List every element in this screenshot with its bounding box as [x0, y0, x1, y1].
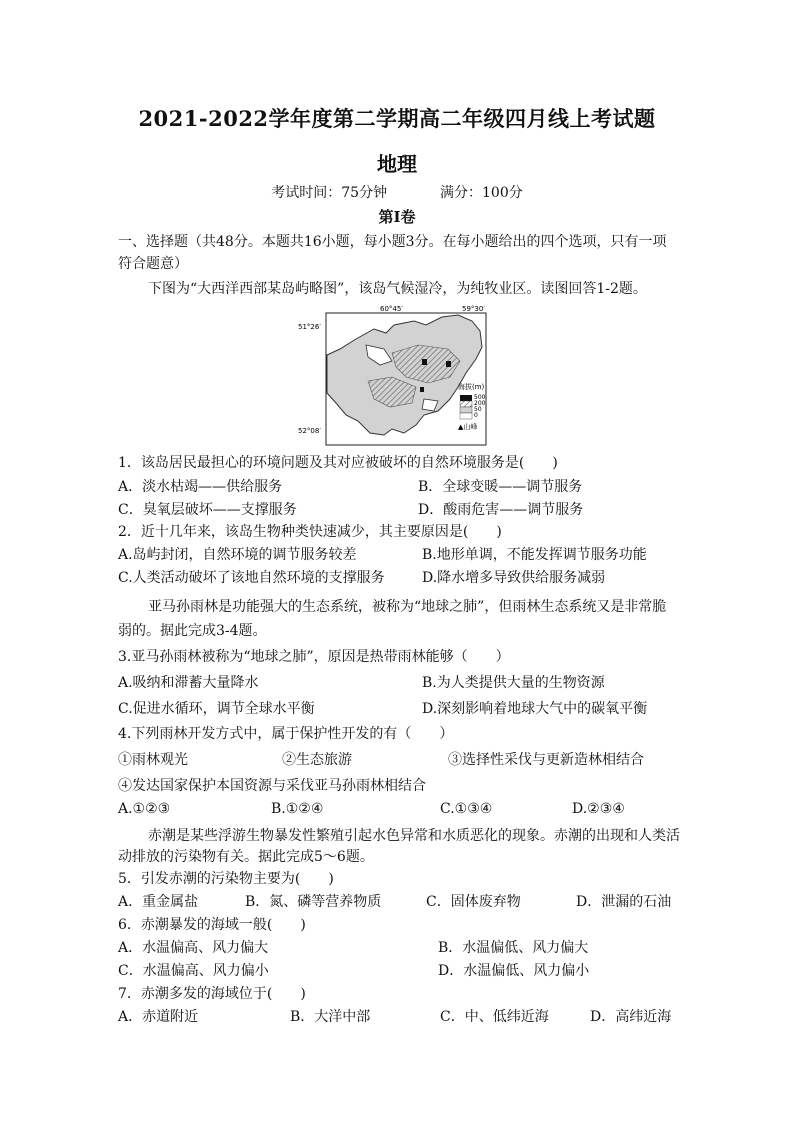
- full-score: 满分：100分: [440, 185, 523, 201]
- peak-marker: [420, 387, 424, 392]
- q4-item-4: ④发达国家保护本国资源与采伐亚马孙雨林相结合: [118, 778, 426, 794]
- q1-option-a[interactable]: A．淡水枯竭——供给服务: [118, 479, 283, 495]
- q1-option-b[interactable]: B．全球变暖——调节服务: [418, 479, 583, 495]
- material-intro: 下图为“大西洋西部某岛屿略图”，该岛气候湿冷，为纯牧业区。读图回答1-2题。: [148, 281, 647, 297]
- q1-option-d[interactable]: D．酸雨危害——调节服务: [418, 502, 584, 518]
- q5-option-a[interactable]: A．重金属盐: [118, 894, 199, 910]
- q5-option-b[interactable]: B．氮、磷等营养物质: [245, 894, 382, 910]
- peak-marker: [446, 361, 451, 367]
- q3-option-b[interactable]: B.为人类提供大量的生物资源: [422, 675, 605, 691]
- q5-option-d[interactable]: D．泄漏的石油: [576, 894, 672, 910]
- q2-option-c[interactable]: C.人类活动破坏了该地自然环境的支撑服务: [118, 570, 385, 586]
- lat-top-label: 51°26′: [298, 323, 321, 331]
- q6-option-b[interactable]: B．水温偏低、风力偏大: [438, 940, 589, 956]
- exam-time: 考试时间：75分钟: [271, 185, 388, 201]
- q4-stem: 4.下列雨林开发方式中，属于保护性开发的有（ ）: [118, 726, 454, 742]
- subject-title: 地理: [377, 152, 417, 176]
- lon-right-label: 59°30′: [462, 305, 485, 313]
- q4-option-b[interactable]: B.①②④: [271, 801, 324, 817]
- q4-item-1: ①雨林观光: [118, 752, 188, 768]
- lon-left-label: 60°45′: [380, 305, 403, 313]
- q7-option-b[interactable]: B．大洋中部: [290, 1009, 371, 1025]
- passage3-line-2: 动排放的污染物有关。据此完成5～6题。: [118, 849, 374, 865]
- q6-option-c[interactable]: C．水温偏高、风力偏小: [118, 963, 269, 979]
- q3-option-c[interactable]: C.促进水循环，调节全球水平衡: [118, 701, 315, 717]
- q3-option-a[interactable]: A.吸纳和滞蓄大量降水: [118, 675, 259, 691]
- peak-marker: [422, 359, 427, 365]
- q4-option-a[interactable]: A.①②③: [118, 801, 171, 817]
- q4-option-d[interactable]: D.②③④: [572, 801, 625, 817]
- q2-option-d[interactable]: D.降水增多导致供给服务减弱: [422, 570, 606, 586]
- lat-bottom-label: 52°08′: [298, 427, 321, 435]
- q2-option-a[interactable]: A.岛屿封闭，自然环境的调节服务较差: [118, 547, 357, 563]
- q6-option-a[interactable]: A．水温偏高、风力偏大: [118, 940, 269, 956]
- passage2-line-2: 弱的。据此完成3-4题。: [118, 623, 267, 639]
- legend-value: 500: [474, 394, 486, 401]
- instructions-line-1: 一、选择题（共48分。本题共16小题，每小题3分。在每小题给出的四个选项，只有一项: [118, 234, 667, 250]
- q4-option-c[interactable]: C.①③④: [440, 801, 493, 817]
- section-heading: 第Ⅰ卷: [378, 208, 416, 226]
- q4-item-2: ②生态旅游: [282, 752, 352, 768]
- q6-stem: 6．赤潮暴发的海域一般( ): [118, 917, 306, 933]
- q7-option-c[interactable]: C．中、低纬近海: [440, 1009, 549, 1025]
- exam-meta: [0, 182, 794, 202]
- q5-stem: 5．引发赤潮的污染物主要为( ): [118, 871, 334, 887]
- legend-mountain: ▲山峰: [458, 423, 478, 431]
- legend-value: 0: [474, 412, 478, 419]
- legend-title: 海拔(m): [458, 383, 485, 391]
- q1-option-c[interactable]: C．臭氧层破坏——支撑服务: [118, 502, 297, 518]
- q7-stem: 7．赤潮多发的海域位于( ): [118, 986, 306, 1002]
- legend-value: 200: [474, 400, 486, 407]
- passage3-line-1: 赤潮是某些浮游生物暴发性繁殖引起水色异常和水质恶化的现象。赤潮的出现和人类活: [148, 828, 680, 844]
- q2-stem: 2．近十几年来，该岛生物种类快速减少，其主要原因是( ): [118, 524, 502, 540]
- q1-stem: 1．该岛居民最担心的环境问题及其对应被破坏的自然环境服务是( ): [118, 455, 558, 471]
- q4-item-3: ③选择性采伐与更新造林相结合: [448, 752, 644, 768]
- exam-title: 2021-2022学年度第二学期高二年级四月线上考试题: [138, 106, 656, 131]
- q3-stem: 3.亚马孙雨林被称为“地球之肺”，原因是热带雨林能够（ ）: [118, 649, 510, 665]
- q6-option-d[interactable]: D．水温偏低、风力偏小: [438, 963, 590, 979]
- q7-option-d[interactable]: D．高纬近海: [590, 1009, 672, 1025]
- passage2-line-1: 亚马孙雨林是功能强大的生态系统，被称为“地球之肺”，但雨林生态系统又是非常脆: [148, 599, 667, 615]
- q2-option-b[interactable]: B.地形单调，不能发挥调节服务功能: [422, 547, 647, 563]
- q5-option-c[interactable]: C．固体废弃物: [426, 894, 521, 910]
- legend-value: 50: [474, 406, 482, 413]
- instructions-line-2: 符合题意）: [118, 256, 188, 272]
- q7-option-a[interactable]: A．赤道附近: [118, 1009, 199, 1025]
- island-map: [296, 303, 496, 449]
- q3-option-d[interactable]: D.深刻影响着地球大气中的碳氧平衡: [422, 701, 648, 717]
